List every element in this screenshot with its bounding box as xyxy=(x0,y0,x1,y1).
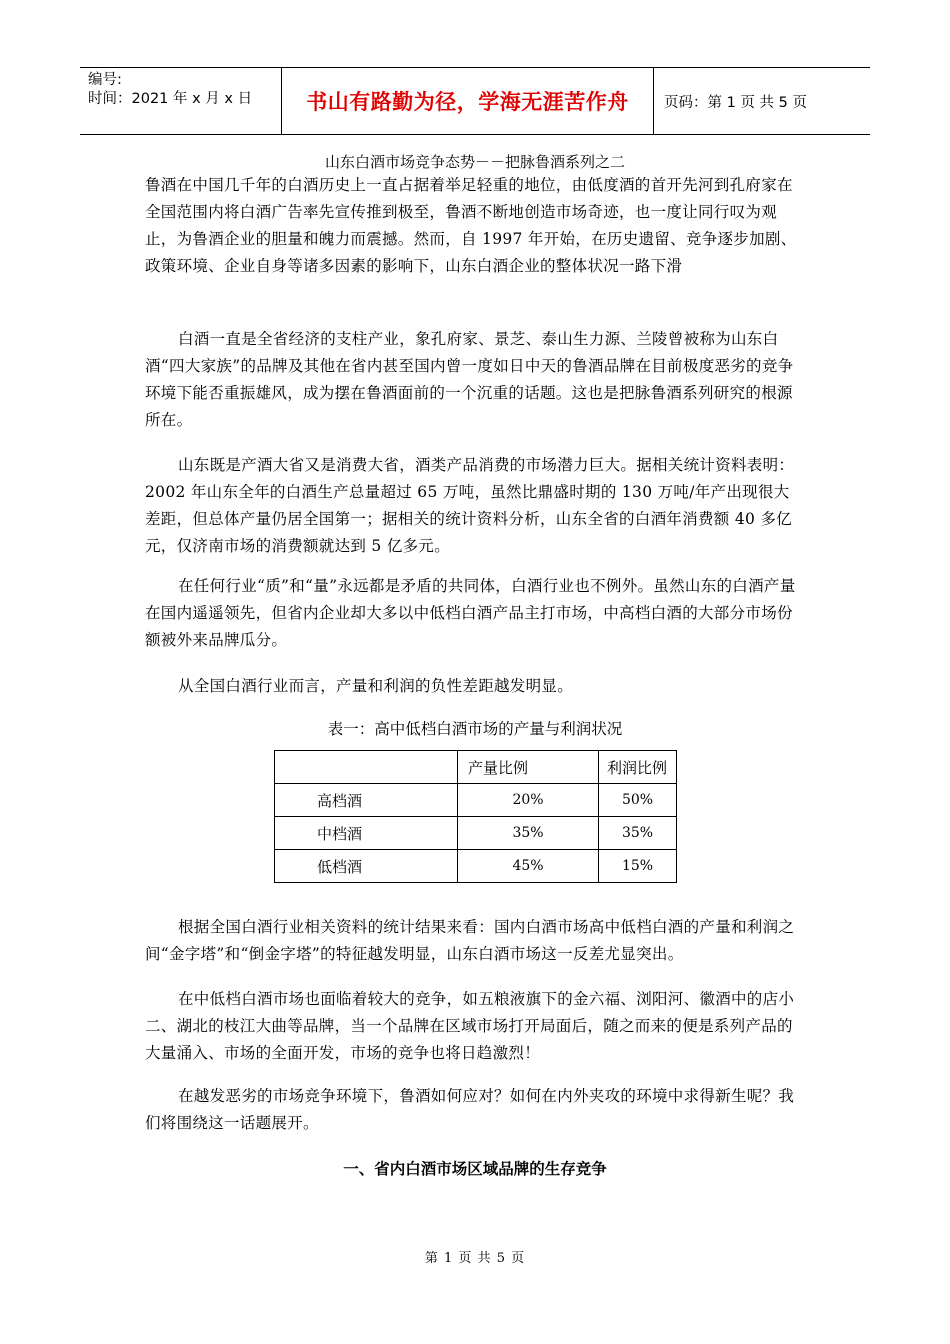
table-cell: 高档酒 xyxy=(275,784,458,817)
code-label: 编号: xyxy=(88,72,122,88)
table-header-cell: 产量比例 xyxy=(458,751,599,784)
table-title: 表一：高中低档白酒市场的产量与利润状况 xyxy=(327,720,623,738)
table-row xyxy=(275,850,677,883)
document-title: 山东白酒市场竞争态势－－把脉鲁酒系列之二 xyxy=(324,153,625,171)
header-page-number: 页码：第 1 页 共 5 页 xyxy=(664,94,807,111)
paragraph-6: 根据全国白酒行业相关资料的统计结果来看：国内白酒市场高中低档白酒的产量和利润之间“金字塔”和“倒金字塔”的特征越发明显，山东白酒市场这一反差尤显突出。 xyxy=(145,918,795,963)
table-header-cell: 利润比例 xyxy=(599,751,677,784)
header-motto: 书山有路勤为径，学海无涯苦作舟 xyxy=(282,68,654,134)
paragraph-3: 山东既是产酒大省又是消费大省，酒类产品消费的市场潜力巨大。据相关统计资料表明：2002 年山东全年的白酒生产总量超过 65 万吨，虽然比鼎盛时期的 130 万吨/年产出现很大差距，但总体产量仍居全国第一；据相关的统计资料分析，山东全省的白酒年消费额 40 多亿元，仅济南市场的消费额就达到 5 亿多元。 xyxy=(145,456,795,555)
paragraph-1: 鲁酒在中国几千年的白酒历史上一直占据着举足轻重的地位，由低度酒的首开先河到孔府家在全国范围内将白酒广告率先宣传推到极至，鲁酒不断地创造市场奇迹，也一度让同行叹为观止，为鲁酒企业的胆量和魄力而震撼。然而，自 1997 年开始，在历史遗留、竞争逐步加剧、政策环境、企业自身等诸多因素的影响下，山东白酒企业的整体状况一路下滑 xyxy=(145,176,797,275)
paragraph-2: 白酒一直是全省经济的支柱产业，象孔府家、景芝、泰山生力源、兰陵曾被称为山东白酒“四大家族”的品牌及其他在省内甚至国内曾一度如日中天的鲁酒品牌在目前极度恶劣的竞争环境下能否重振雄风，成为摆在鲁酒面前的一个沉重的话题。这也是把脉鲁酒系列研究的根源所在。 xyxy=(145,330,794,429)
table-row xyxy=(275,817,677,850)
section-heading: 一、省内白酒市场区域品牌的生存竞争 xyxy=(343,1160,607,1178)
page-footer: 第 1 页 共 5 页 xyxy=(424,1251,526,1266)
paragraph-7: 在中低档白酒市场也面临着较大的竞争，如五粮液旗下的金六福、浏阳河、徽酒中的店小二、湖北的枝江大曲等品牌，当一个品牌在区域市场打开局面后，随之而来的便是系列产品的大量涌入、市场的全面开发，市场的竞争也将日趋激烈！ xyxy=(145,990,795,1062)
table-cell: 35% xyxy=(458,817,599,850)
date-label: 时间：2021 年 x 月 x 日 xyxy=(88,91,253,107)
table-cell: 50% xyxy=(599,784,677,817)
table-cell: 35% xyxy=(599,817,677,850)
table-row xyxy=(275,784,677,817)
production-profit-table xyxy=(274,750,677,883)
header-meta xyxy=(80,68,282,134)
paragraph-8: 在越发恶劣的市场竞争环境下，鲁酒如何应对？如何在内外夹攻的环境中求得新生呢？我们将围绕这一话题展开。 xyxy=(145,1087,795,1132)
page-header xyxy=(80,67,870,135)
table-cell: 低档酒 xyxy=(275,850,458,883)
paragraph-4: 在任何行业“质”和“量”永远都是矛盾的共同体，白酒行业也不例外。虽然山东的白酒产量在国内遥遥领先，但省内企业却大多以中低档白酒产品主打市场，中高档白酒的大部分市场份额被外来品牌瓜分。 xyxy=(145,577,796,649)
table-cell: 45% xyxy=(458,850,599,883)
table-header-cell xyxy=(275,751,458,784)
table-cell: 20% xyxy=(458,784,599,817)
table-header-row xyxy=(275,751,677,784)
table-cell: 中档酒 xyxy=(275,817,458,850)
table-cell: 15% xyxy=(599,850,677,883)
paragraph-5: 从全国白酒行业而言，产量和利润的负性差距越发明显。 xyxy=(178,677,574,695)
